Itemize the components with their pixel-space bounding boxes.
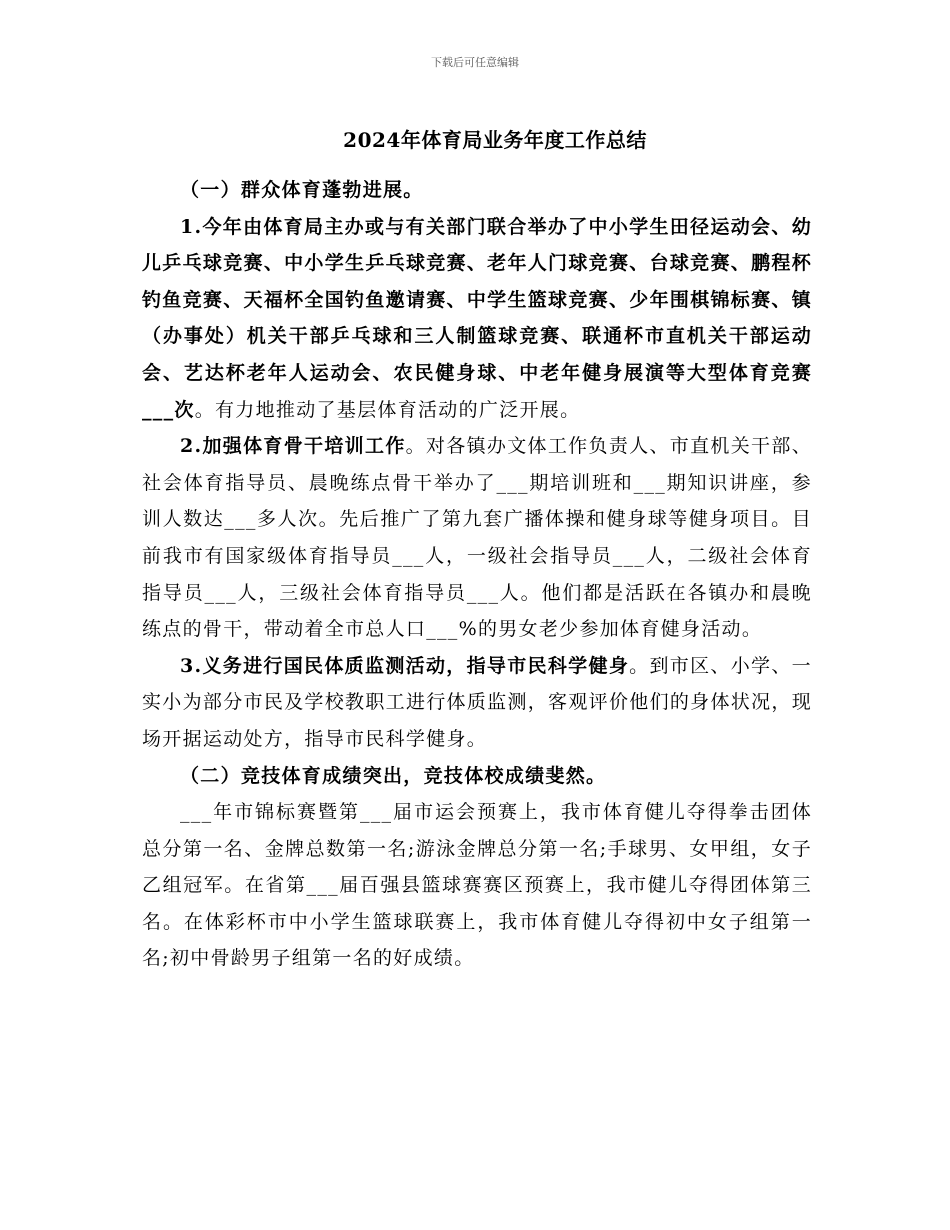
- document-body: [142, 172, 812, 977]
- section1-heading: （一）群众体育蓬勃进展。: [180, 179, 424, 201]
- section2-paragraph: ___年市锦标赛暨第___届市运会预赛上，我市体育健儿夺得拳击团体总分第一名、金牌总数第一名;游泳金牌总分第一名;手球男、女甲组，女子乙组冠军。在省第___届百强县篮球赛赛区预赛上，我市健儿夺得团体第三名。在体彩杯市中小学生篮球联赛上，我市体育健儿夺得初中女子组第一名;初中骨龄男子组第一名的好成绩。: [142, 801, 812, 970]
- section1-item3: [142, 648, 812, 758]
- document-title: 2024年体育局业务年度工作总结: [343, 128, 647, 152]
- item2-bold-text: 2.加强体育骨干培训工作: [180, 435, 406, 458]
- item1-bold-text: 1.今年由体育局主办或与有关部门联合举办了中小学生田径运动会、幼儿乒乓球竞赛、中小学生乒乓球竞赛、老年人门球竞赛、台球竞赛、鹏程杯钓鱼竞赛、天福杯全国钓鱼邀请赛、中学生篮球竞赛、少年围棋锦标赛、镇（办事处）机关干部乒乓球和三人制篮球竞赛、联通杯市直机关干部运动会、艺达杯老年人运动会、农民健身球、中老年健身展演等大型体育竞赛___次: [142, 215, 812, 421]
- item1-rest-text: 。有力地推动了基层体育活动的广泛开展。: [194, 398, 581, 421]
- item3-rest-text: 。到市区、小学、一实小为部分市民及学校教职工进行体质监测，客观评价他们的身体状况，现场开据运动处方，指导市民科学健身。: [142, 654, 812, 750]
- item3-bold-text: 3.义务进行国民体质监测活动，指导市民科学健身: [180, 654, 630, 677]
- section2-heading: （二）竞技体育成绩突出，竞技体校成绩斐然。: [180, 764, 607, 787]
- section1-item2: [142, 428, 812, 648]
- section1-item1: [142, 209, 812, 429]
- item2-rest-text: 。对各镇办文体工作负责人、市直机关干部、社会体育指导员、晨晚练点骨干举办了___期培训班和___期知识讲座，参训人数达___多人次。先后推广了第九套广播体操和健身球等健身项目。目前我市有国家级体育指导员___人，一级社会指导员___人，二级社会体育指导员___人，三级社会体育指导员___人。他们都是活跃在各镇办和晨晚练点的骨干，带动着全市总人口___%的男女老少参加体育健身活动。: [142, 435, 812, 641]
- page-header-note: 下载后可任意编辑: [431, 56, 519, 69]
